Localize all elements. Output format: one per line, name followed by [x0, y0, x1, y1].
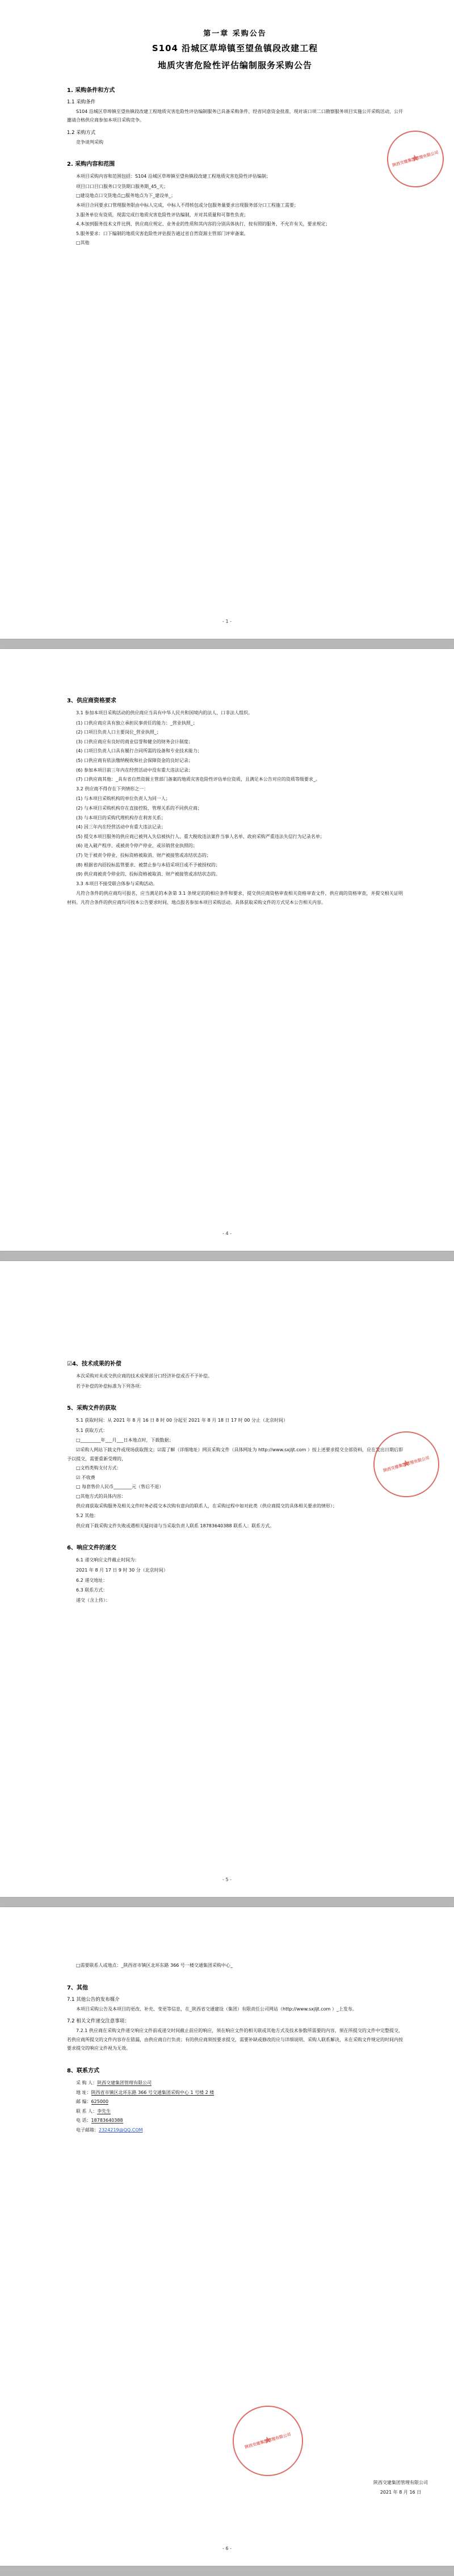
list-item: (7) 口供应商其他：_具有省自然资源主管部门备案的地质灾害危险性评估单位资质，且满足本公告对应的资质等级要求_。 [76, 777, 320, 782]
section-2-heading: 2. 采购内容和范围 [67, 161, 115, 168]
doc-title-line1: S104 沿城区草埠镇至望鱼镇段改建工程 [152, 43, 318, 53]
list-item: (5) 提交本项目服务的供应商已被列入失信被执行人、重大税收违法案件当事人名单、政府采购严重违法失信行为记录名单； [76, 833, 325, 839]
section-2-line-1: 项目口口目口服务口交货期口服务期_45_天； [76, 183, 169, 189]
contact-value: 陕西交建集团管理有限公司 [97, 2080, 152, 2085]
list-item: (3) 口供应商应有良好的商业信誉和健全的财务会计制度； [76, 739, 193, 744]
section-2-text: 本项目采购内容和范围包括：S104 沿城区草埠镇至望鱼镇段改建工程地质灾害危险性评估编制； [76, 174, 271, 179]
section-5-2-text: 供应商下载采购文件失败或遇相关疑问请与当采取负责人联系 18783640388 联系人：联系方式。 [76, 1523, 275, 1528]
contact-key: 电 话： [76, 2118, 91, 2123]
section-6-4-label: 递交（含上传）： [76, 1597, 110, 1603]
section-5-note: 供应商获取采购服务及相关文件时务必提交本次购有意向的联系人，在采购过程中如对此类（供应商提交的具体相关要求的情形）； [76, 1503, 337, 1509]
section-4-text: 本次采购对未成交供应商的技术成果部分口经济补偿或否不予补偿。 [76, 1373, 212, 1379]
section-2-line-7: □其他 [76, 240, 90, 246]
contact-email-link[interactable]: 2324219@QQ.COM [99, 2127, 143, 2133]
list-item: (5) 口供应商有依法缴纳税收和社会保障资金的良好记录； [76, 757, 193, 763]
list-item: (6) 进入破产程序、或被责令停产停业、或吊销营业执照的； [76, 843, 197, 849]
section-5-1-method-label: 5.1 获取方式： [76, 1427, 108, 1433]
section-3-2-label: 3.2 供应商不得存在下列情形之一： [76, 786, 149, 791]
section-6-3-label: 6.3 联系方式： [76, 1588, 108, 1593]
list-item: (8) 根据省内招投标监管要求、被禁止参与本招采项目或不予被授权的； [76, 862, 220, 868]
contact-key: 邮 编： [76, 2099, 91, 2105]
signature-block [373, 2478, 428, 2498]
title-block [67, 27, 403, 73]
section-6-heading: 6、响应文件的递交 [67, 1545, 116, 1552]
contact-key: 联 系 人： [76, 2108, 98, 2114]
page-4 [0, 1907, 454, 2566]
section-1-1-text: S104 沿城区草埠镇至望鱼镇段改建工程地质灾害危险性评估编制服务已具备采购条件，经省同意资金批准，现对该口项二口勘察服务项目实施公开采购活动，公开邀请合格供应商参加本项目采购竞争。 [67, 108, 403, 123]
contact-key: 采 购 人： [76, 2080, 98, 2085]
chapter-heading: 第一章 采购公告 [203, 30, 267, 38]
section-6-1-label: 6.1 递交响应文件截止时间为： [76, 1557, 140, 1563]
contact-row [67, 2126, 403, 2135]
section-5-1-time: 5.1 获取时间：从 2021 年 8 月 16 日 8 时 00 分起至 2021 年 8 月 18 日 17 时 00 分止（北京时间） [76, 1418, 288, 1423]
contact-value: 18783640388 [91, 2118, 123, 2123]
contact-row [67, 2097, 403, 2106]
page-2 [0, 649, 454, 1251]
section-1-heading: 1. 采购条件和方式 [67, 87, 115, 94]
contact-key: 地 址： [76, 2089, 91, 2095]
signature-date: 2021 年 8 月 16 日 [380, 2490, 422, 2495]
section-4-line: 若予补偿的补偿标准为下列各项： [76, 1383, 144, 1389]
list-item: (1) 与本项目采购机构的单位负责人为同一人； [76, 796, 170, 802]
page-number: - 6 - [222, 2546, 232, 2551]
section-3-heading: 3、供应商资格要求 [67, 698, 116, 704]
list-item: □其他方式的具体内容： [76, 1493, 126, 1499]
company-seal: 陕西交建集团管理有限公司 ★ [224, 2397, 311, 2484]
section-3-3-text: 3.3 本项目不接受联合体参与采购活动。 [76, 881, 158, 886]
company-seal: 陕西交建集团管理有限公司 ★ [380, 124, 451, 194]
list-item: (7) 处于被责令停业、投标资格被取消、财产被接管或冻结状态的； [76, 852, 211, 858]
section-7-2-text: 7.2.1 供应商在采购文件递交响应文件前或递交时间截止前应的响应，须在响应文件的相关联或其他方式及技术参数所需要的内容，须在所提交的文件中完整提交，若供应商所提交的文件内容存在错漏，由供应商自行负责；有的供应商须按要求提交，需要补缺或修改的应与详细说明、采购人联系解决，未在采购文件规定的时间内按要求提交的响应文件视为无效。 [67, 2028, 403, 2051]
contact-value: 625000 [91, 2099, 109, 2105]
contact-row [67, 2088, 403, 2097]
list-item: ☑ 不收费 [76, 1475, 95, 1480]
list-item: ☑采购人网站下载文件或现场获取图文；☑需了解（详细地址）网页采购文件（具体网址为 http://www.sxjljt.com ）按上述要求提交全部资料，应在发出日期后即予以提交，需要重新受理的， [67, 1447, 403, 1461]
section-7-2-label: 7.2 相关文件递交注意事项： [67, 2018, 129, 2025]
page-number: - 5 - [222, 1877, 232, 1882]
section-2-line-4: 3.服务单位有资质，现需完成行地质灾害危险性评估编制，并对其质量和可靠性负责； [76, 212, 249, 217]
section-1-1-label: 1.1 采购条件 [67, 99, 96, 105]
section-1-2-label: 1.2 采购方式 [67, 129, 96, 136]
section-1-2-text: 竞争谈判采购 [76, 139, 103, 145]
section-3-1-text: 3.1 参加本项目采购活动的供应商应当具有中华人民共和国境内的法人、口非法人组织。 [76, 710, 253, 715]
company-seal: 陕西交建集团管理有限公司 ★ [365, 1423, 447, 1505]
contact-row [67, 2107, 403, 2116]
section-5-heading: 5、采购文件的获取 [67, 1405, 116, 1412]
prohibition-list [67, 794, 403, 878]
page-number: - 1 - [222, 619, 232, 624]
section-3-note: 凡符合条件的供应商均可报名，应当满足的本条第 3.1 条规定的的相应条件和要求，提交供应商资格审查相关资格审查文件，供应商的资格审查，并提交相关证明材料。凡符合条件的供应商均可按本公告要求时间、地点报名参加本项目采购活动。具体获取采购文件的方式见本公告相关内容。 [67, 891, 403, 905]
page-3 [0, 1261, 454, 1897]
delivery-address-line: □需要联系人或地点：_陕西省市镇区北环东路 366 号一楼交通集团采购中心_ [76, 1963, 233, 1968]
section-6-2-label: 6.2 递交地址： [76, 1577, 108, 1583]
list-item: (2) 口项目负责人口主要岗位_营业执照_； [76, 730, 161, 735]
list-item: (4) 口项目负责人口具有履行合同所需的设备和专业技术能力； [76, 748, 202, 754]
section-4-heading: ☑4、技术成果的补偿 [67, 1361, 121, 1367]
section-2-line-5: 4.本加到服务技术文件比例、供应商应规定、业务业的性质和其内容的分别具体执行，按有照的服务、不允许有关，要求规定； [76, 221, 330, 227]
contact-value: 陕西省市镇区北环东路 366 号交通集团采购中心 1 号楼 2 楼 [91, 2089, 215, 2095]
section-7-1-label: 7.1 其他公告的发布媒介 [67, 1996, 120, 2003]
list-item: (4) 因三年内在经营活动中有重大违法记录； [76, 824, 166, 830]
section-8-heading: 8、联系方式 [67, 2067, 99, 2074]
list-item: (1) 口供应商应具有独立承担民事责任的能力：_营业执照_； [76, 720, 197, 726]
section-2-line-6: 5.服务要求：口下编制的地质灾害危险性评估报告通过省自然资源主管部门评审备案。 [76, 231, 249, 236]
section-7-heading: 7、其他 [67, 1984, 88, 1991]
section-7-1-text: 本项目采购公告及本项目的更改、补充、变更等信息，在_陕西省交通建设（集团）有限责任公司网站（http://www.sxjljt.com ）_上发布。 [76, 2006, 357, 2012]
list-item: (6) 参加本项目前三年内在经营活动中没有重大违法记录； [76, 767, 193, 773]
list-item: □文档类购支付方式： [76, 1465, 121, 1471]
list-item: (9) 供应商被责令停业的、投标资格被取消、财产被接管或冻结状态的。 [76, 872, 220, 877]
qualification-list [67, 719, 403, 784]
page-1 [0, 0, 454, 639]
section-5-2-label: 5.2 其他： [76, 1513, 99, 1519]
contact-value: 李先生 [97, 2108, 111, 2114]
contact-row [67, 2079, 403, 2088]
list-item: (2) 与本项目采购机构存在直接控股、管理关系的不同供应商； [76, 805, 202, 811]
section-2-line-3: 本项目合同要求口管理服务限由中标人完成，中标人不得转包或分包服务量要求出现服务部分口工程施工需要； [76, 203, 299, 208]
acquire-options [67, 1436, 403, 1501]
section-6-1-time: 2021 年 8 月 17 日 9 时 30 分（北京时间） [76, 1567, 168, 1573]
contact-key: 电子邮箱： [76, 2127, 99, 2133]
signature-org: 陕西交建集团管理有限公司 [373, 2480, 428, 2486]
section-2-line-2: □建设地点口交货地点□服务地点为下_建设单_； [76, 193, 176, 199]
list-item: (3) 与本项目的采购代理机构存在利害关系； [76, 815, 166, 820]
list-item: □_________年___月___日本地点时，下载数据； [76, 1438, 174, 1443]
contact-row [67, 2116, 403, 2125]
page-number: - 4 - [222, 1231, 232, 1236]
list-item: □ 每套售价人民币________元（售后不退） [76, 1484, 164, 1490]
contact-fields [67, 2079, 403, 2135]
doc-title-line2: 地质灾害危险性评估编制服务采购公告 [157, 60, 312, 71]
